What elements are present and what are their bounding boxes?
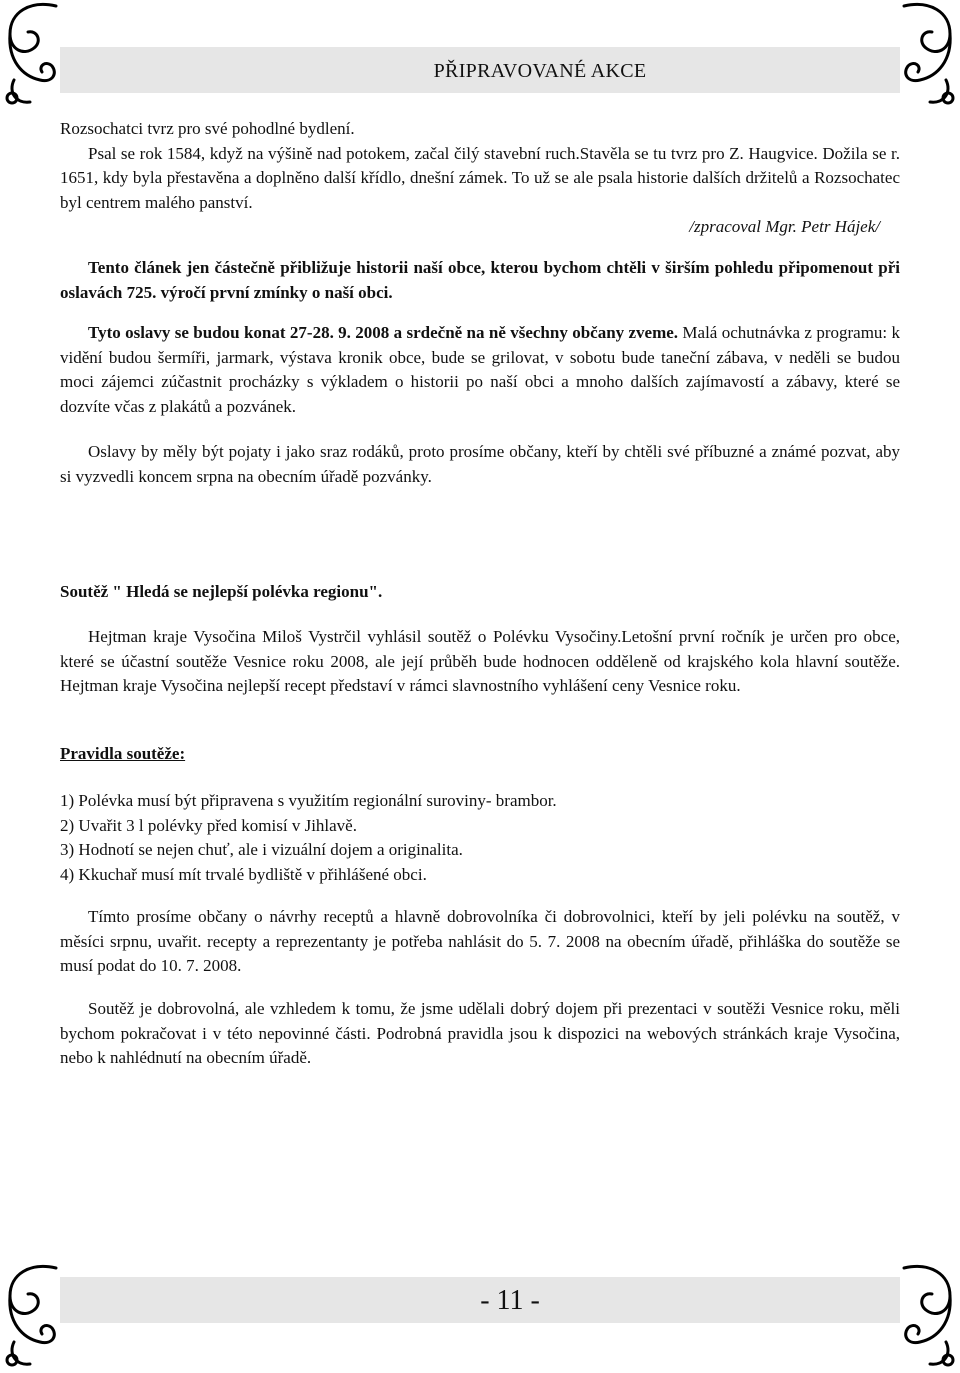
footer-band xyxy=(60,1277,900,1323)
reunion-section xyxy=(60,440,900,489)
rule-item: 4) Kkuchař musí mít trvalé bydliště v přihlášené obci. xyxy=(60,864,427,884)
page-title: PŘIPRAVOVANÉ AKCE xyxy=(433,60,647,82)
intro-section xyxy=(60,117,900,240)
corner-ornament-top-left xyxy=(0,0,64,108)
header-band xyxy=(60,47,900,93)
rule-item: 1) Polévka musí být připravena s využitím regionální suroviny- brambor. xyxy=(60,791,557,810)
corner-ornament-bottom-right xyxy=(896,1262,960,1370)
reunion-paragraph: Oslavy by měly být pojaty i jako sraz rodáků, proto prosíme občany, kteří by chtěli své příbuzné a známé pozvat, aby si vyzvedli koncem srpna na obecním úřadě pozvánky. xyxy=(60,442,900,486)
article-note-section xyxy=(60,256,900,305)
corner-ornament-top-right xyxy=(896,0,960,108)
celebration-paragraph xyxy=(60,321,900,419)
corner-ornament-bottom-left xyxy=(0,1262,64,1370)
rule-item: 2) Uvařit 3 l polévky před komisí v Jihlavě. xyxy=(60,815,357,835)
appeal-section xyxy=(60,905,900,979)
voluntary-section xyxy=(60,997,900,1071)
rules-title: Pravidla soutěže: xyxy=(60,744,186,763)
author-signature: /zpracoval Mgr. Petr Hájek/ xyxy=(689,217,880,236)
voluntary-paragraph: Soutěž je dobrovolná, ale vzhledem k tomu, že jsme udělali dobrý dojem při prezentaci v soutěži Vesnice roku, měli bychom pokračovat i v této nepovinné části. Podrobná pravidla jsou k dispozici na webových stránkách kraje Vysočina, nebo k nahlédnutí na obecním úřadě. xyxy=(60,999,900,1067)
article-note: Tento článek jen částečně přibližuje historii naší obce, kterou bychom chtěli v širším pohledu připomenout při oslavách 725. výročí první zmínky o naší obci. xyxy=(60,258,900,302)
rules-title-section xyxy=(60,742,900,767)
celebration-program: Malá ochutnávka z programu: k vidění budou šermíři, jarmark, výstava kronik obce, bude se grilovat, v sobotu bude taneční zábava, v neděli se budou moci zájemci zúčastnit procházky s výkladem o historii po naší obci a mnoho dalších zajímavostí a zábavy, které se dozvíte včas z plakátů a pozvánek. xyxy=(60,323,900,416)
celebration-dates: Tyto oslavy se budou konat 27-28. 9. 2008 a srdečně na ně všechny občany zveme. xyxy=(88,323,679,342)
intro-paragraph: Psal se rok 1584, když na výšině nad potokem, začal čilý stavební ruch.Stavěla se tu tvrz pro Z. Haugvice. Dožila se r. 1651, kdy byla přestavěna a doplněno další křídlo, dnešní zámek. To už se ale psala historie dalších držitelů a Rozsochatec byl centrem malého panství. xyxy=(60,143,900,212)
contest-paragraph: Hejtman kraje Vysočina Miloš Vystrčil vyhlásil soutěž o Polévku Vysočiny.Letošní první ročník je určen pro obce, které se účastní soutěže Vesnice roku 2008, ale její průběh bude hodnocen odděleně od krajského kola hlavní soutěže. Hejtman kraje Vysočina nejlepší recept představí v rámci slavnostního vyhlášení ceny Vesnice roku. xyxy=(60,627,900,695)
rule-item: 3) Hodnotí se nejen chuť, ale i vizuální dojem a originalita. xyxy=(60,840,463,859)
contest-title: Soutěž " Hledá se nejlepší polévka regionu". xyxy=(60,582,383,601)
contest-paragraph-section xyxy=(60,625,900,699)
contest-title-section xyxy=(60,580,900,605)
celebration-section xyxy=(60,321,900,419)
intro-line: Rozsochatci tvrz pro své pohodlné bydlení. xyxy=(60,119,355,138)
appeal-paragraph: Tímto prosíme občany o návrhy receptů a hlavně dobrovolníka či dobrovolnici, kteří by jeli polévku na soutěž, v měsíci srpnu, uvařit. recepty a reprezentanty je potřeba nahlásit do 5. 7. 2008 na obecním úřadě, přihláška do soutěže se musí podat do 10. 7. 2008. xyxy=(60,907,900,975)
rules-list xyxy=(60,789,900,887)
page-number: - 11 - xyxy=(480,1285,540,1316)
